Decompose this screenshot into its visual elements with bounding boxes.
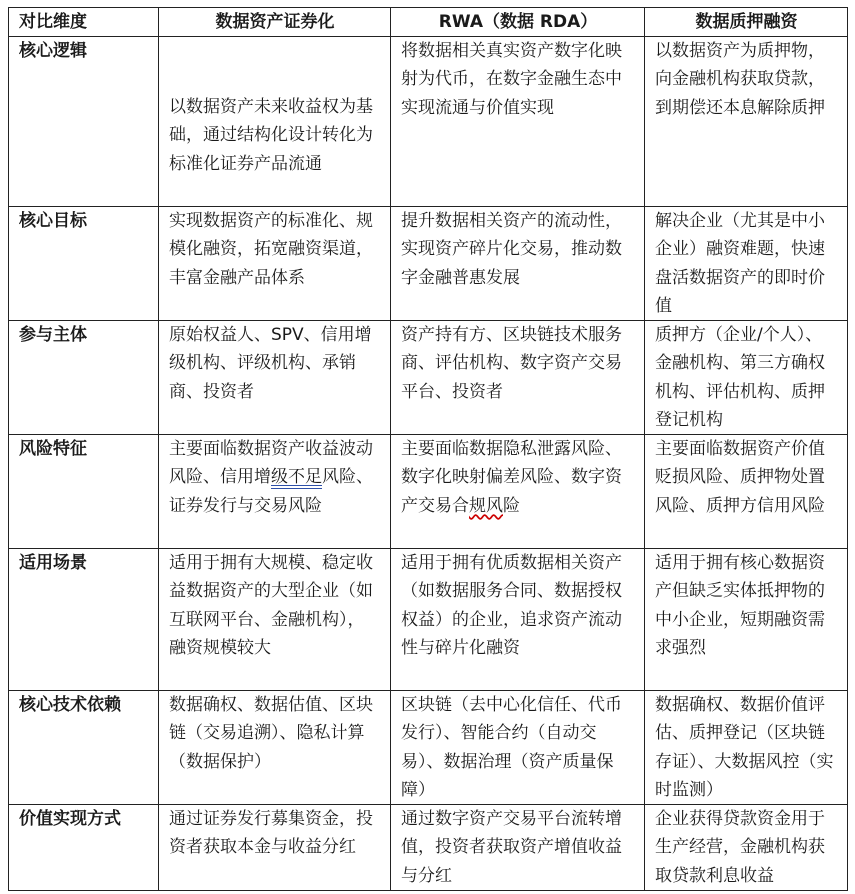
header-dimension: 对比维度 [9,8,159,37]
cell-securitization: 原始权益人、SPV、信用增级机构、评级机构、承销商、投资者 [159,321,391,435]
cell-text: 主要面临数据资产收益波动风险、信用增 [169,439,373,488]
row-dimension: 价值实现方式 [9,805,159,891]
cell-pledge: 适用于拥有核心数据资产但缺乏实体抵押物的中小企业，短期融资需求强烈 [645,549,848,691]
cell-pledge: 主要面临数据资产价值贬损风险、质押物处置风险、质押方信用风险 [645,435,848,549]
cell-rwa: 将数据相关真实资产数字化映射为代币，在数字金融生态中实现流通与价值实现 [391,37,645,207]
table-row [9,207,848,321]
row-dimension: 核心技术依赖 [9,691,159,805]
cell-pledge: 质押方（企业/个人）、金融机构、第三方确权机构、评估机构、质押登记机构 [645,321,848,435]
table-row [9,691,848,805]
cell-pledge: 企业获得贷款资金用于生产经营，金融机构获取贷款利息收益 [645,805,848,891]
cell-securitization: 适用于拥有大规模、稳定收益数据资产的大型企业（如互联网平台、金融机构），融资规模较大 [159,549,391,691]
cell-securitization: 通过证券发行募集资金，投资者获取本金与收益分红 [159,805,391,891]
row-dimension: 核心逻辑 [9,37,159,207]
cell-securitization: 数据确权、数据估值、区块链（交易追溯）、隐私计算（数据保护） [159,691,391,805]
row-dimension: 适用场景 [9,549,159,691]
table-row [9,321,848,435]
table-header-row [9,8,848,37]
cell-pledge: 解决企业（尤其是中小企业）融资难题，快速盘活数据资产的即时价值 [645,207,848,321]
comparison-table [8,7,848,891]
cell-pledge: 数据确权、数据价值评估、质押登记（区块链存证）、大数据风控（实时监测） [645,691,848,805]
header-rwa: RWA（数据 RDA） [391,8,645,37]
table-row [9,37,848,207]
cell-text: 以数据资产未来收益权为基础，通过结构化设计转化为标准化证券产品流通 [169,97,373,174]
cell-securitization [159,435,391,549]
cell-securitization: 实现数据资产的标准化、规模化融资，拓宽融资渠道，丰富金融产品体系 [159,207,391,321]
cell-rwa: 提升数据相关资产的流动性，实现资产碎片化交易，推动数字金融普惠发展 [391,207,645,321]
cell-rwa: 适用于拥有优质数据相关资产（如数据服务合同、数据授权权益）的企业，追求资产流动性与碎片化融资 [391,549,645,691]
grammar-underline: 级不足 [271,467,322,488]
table-row [9,435,848,549]
cell-rwa [391,435,645,549]
cell-text: 主要面临数据隐私泄露风险、数字化映射偏差风险、数字资产交易合 [401,439,622,516]
cell-text: 风险、证券发行与交易风险 [169,467,373,516]
header-securitization: 数据资产证券化 [159,8,391,37]
row-dimension: 参与主体 [9,321,159,435]
row-dimension: 风险特征 [9,435,159,549]
header-pledge: 数据质押融资 [645,8,848,37]
cell-securitization [159,37,391,207]
cell-pledge: 以数据资产为质押物，向金融机构获取贷款，到期偿还本息解除质押 [645,37,848,207]
cell-rwa: 通过数字资产交易平台流转增值，投资者获取资产增值收益与分红 [391,805,645,891]
table-row [9,805,848,891]
spellcheck-underline: 规风 [469,495,503,516]
row-dimension: 核心目标 [9,207,159,321]
cell-rwa: 资产持有方、区块链技术服务商、评估机构、数字资产交易平台、投资者 [391,321,645,435]
cell-text: 险 [503,495,520,516]
table-row [9,549,848,691]
cell-rwa: 区块链（去中心化信任、代币发行）、智能合约（自动交易）、数据治理（资产质量保障） [391,691,645,805]
